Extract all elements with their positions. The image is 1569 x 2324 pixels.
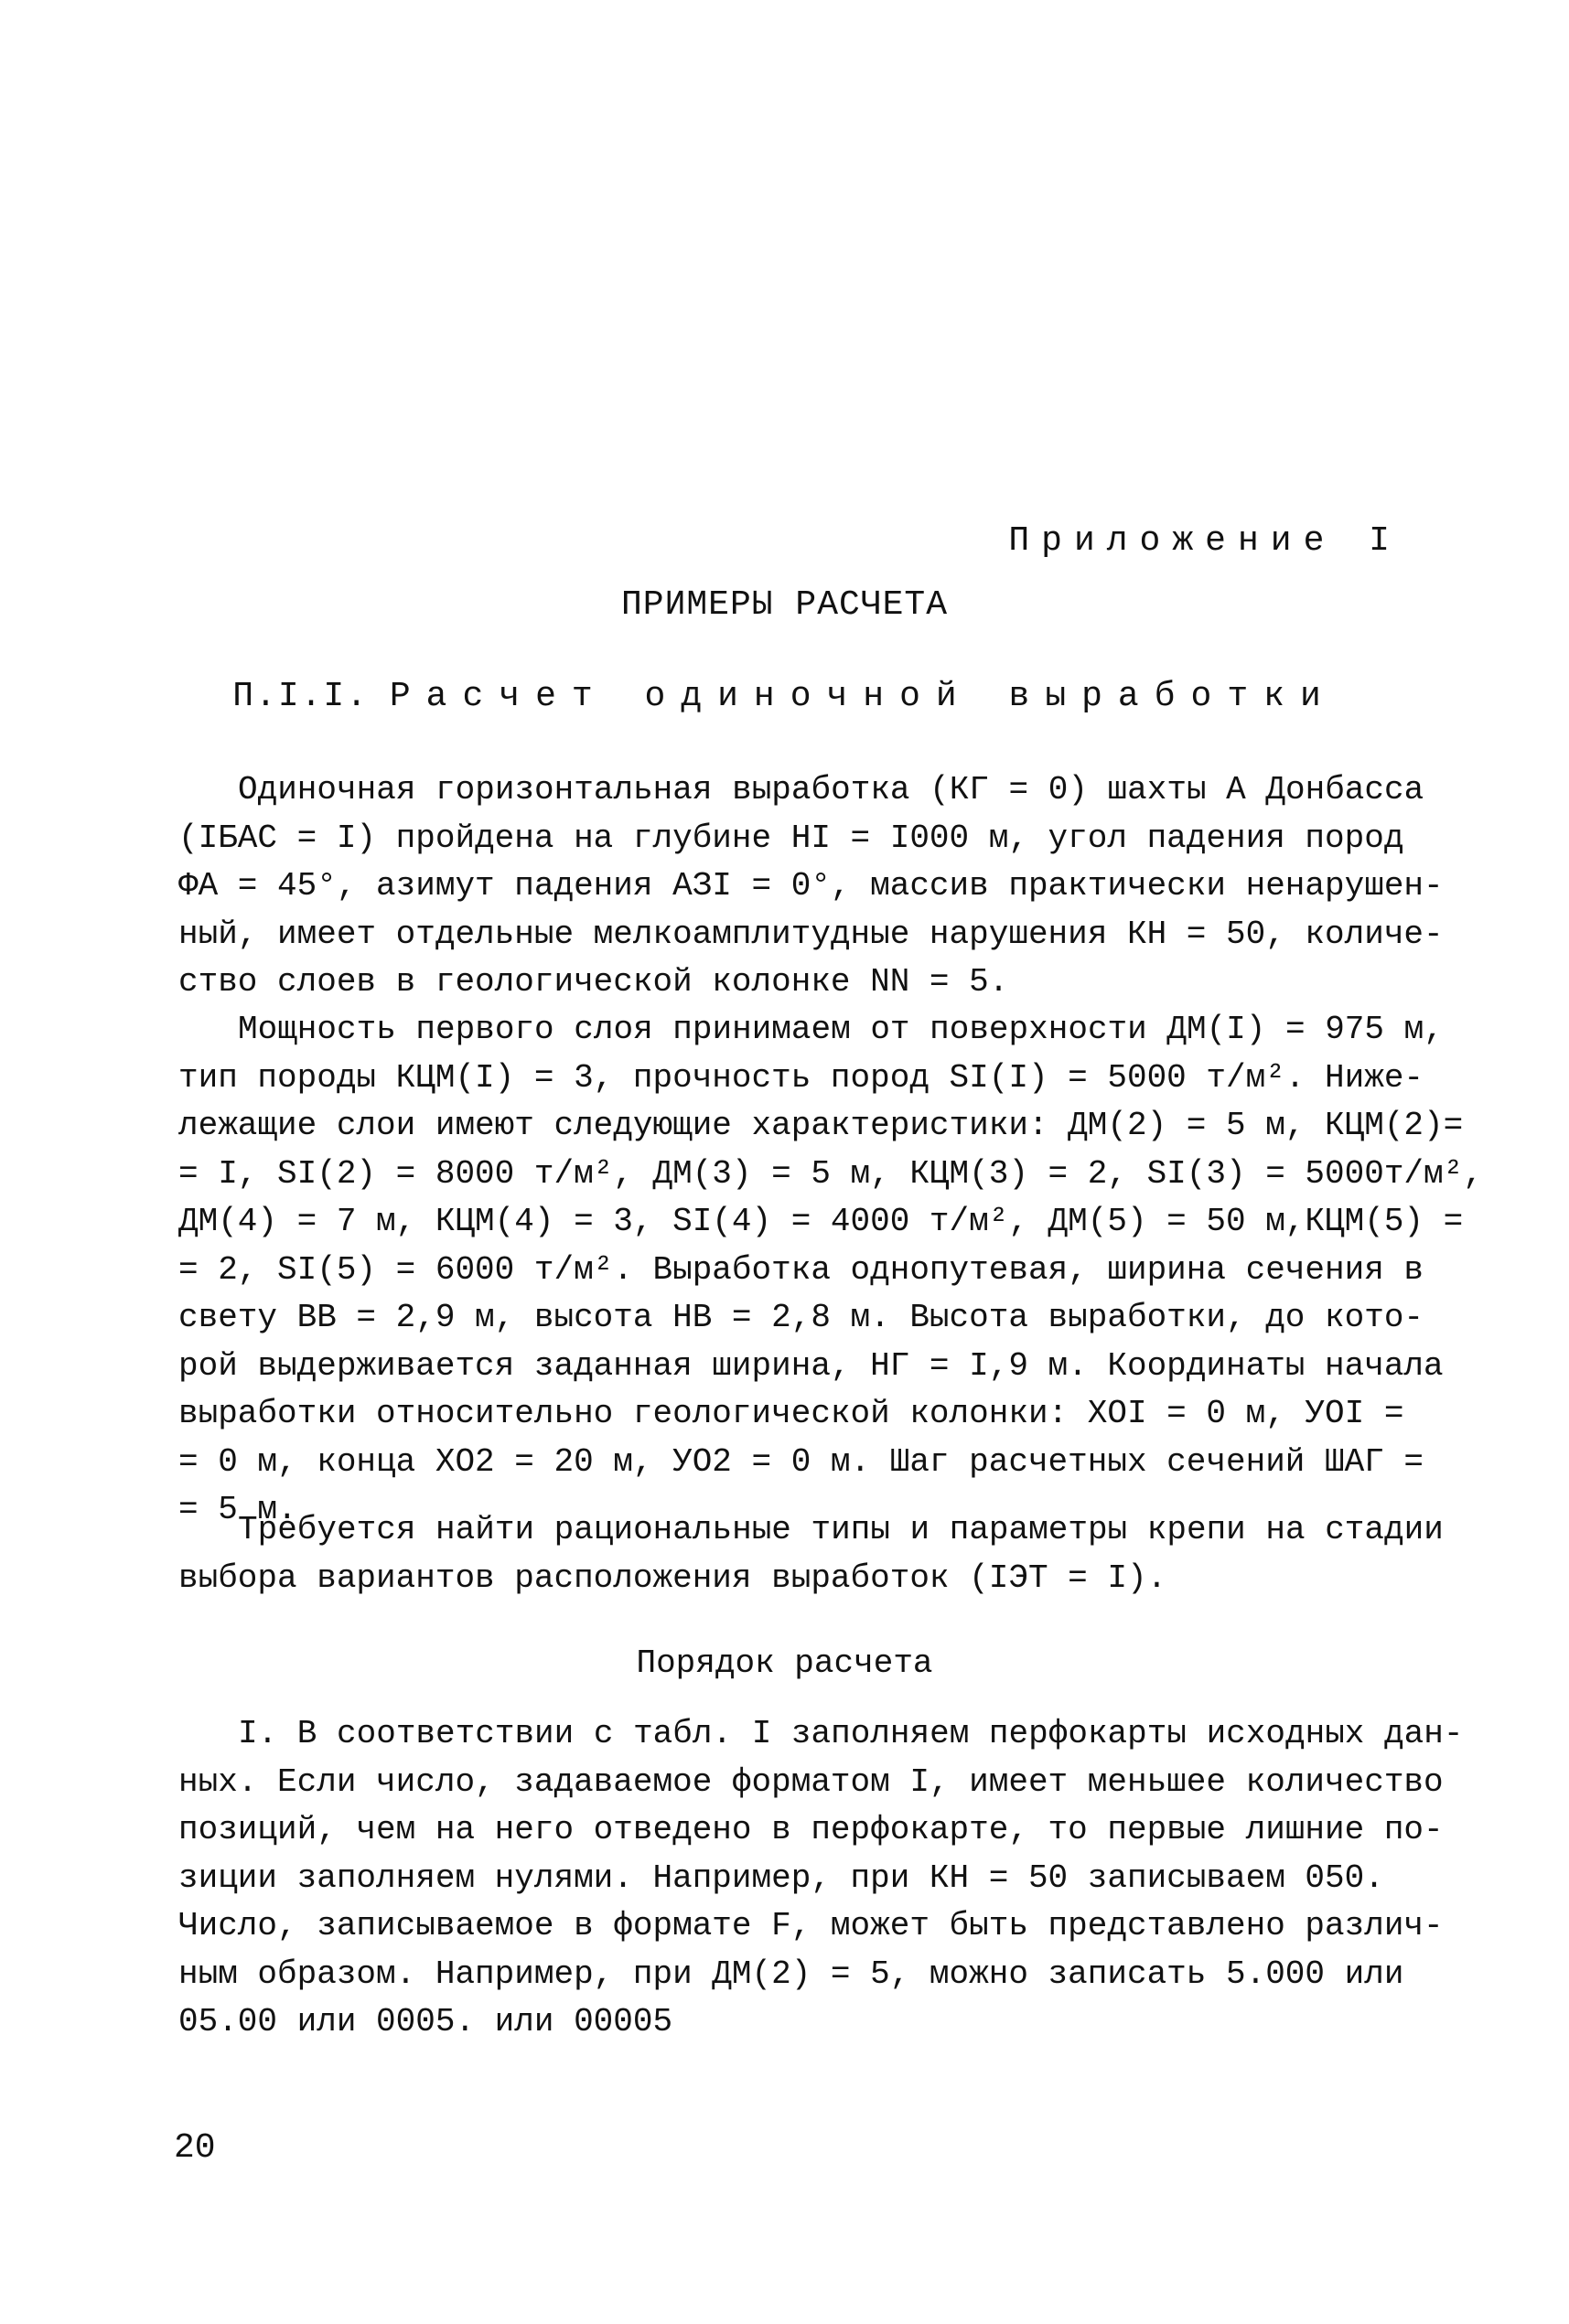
paragraph-procedure-step-1	[178, 1710, 1464, 2047]
paragraph-problem-statement	[178, 766, 1444, 1007]
text-line: тип породы КЦМ(I) = 3, прочность пород SI(I) = 5000 т/м². Ниже-	[178, 1058, 1424, 1097]
text-line: = 0 м, конца ХО2 = 20 м, УО2 = 0 м. Шаг расчетных сечений ШАГ =	[178, 1442, 1424, 1481]
text-line: = I, SI(2) = 8000 т/м², ДМ(3) = 5 м, КЦМ(3) = 2, SI(3) = 5000т/м²,	[178, 1154, 1483, 1193]
text-line: = 2, SI(5) = 6000 т/м². Выработка однопутевая, ширина сечения в	[178, 1250, 1424, 1289]
text-line: зиции заполняем нулями. Например, при КН = 50 записываем 050.	[178, 1858, 1384, 1897]
page-number: 20	[174, 2128, 216, 2168]
text-line: ный, имеет отдельные мелкоамплитудные нарушения КН = 50, количе-	[178, 915, 1444, 953]
text-line: = 5 м.	[178, 1491, 297, 1528]
text-line: рой выдерживается заданная ширина, НГ = I,9 м. Координаты начала	[178, 1346, 1444, 1385]
text-line: Требуется найти рациональные типы и параметры крепи на стадии	[238, 1511, 1444, 1548]
text-line: ДМ(4) = 7 м, КЦМ(4) = 3, SI(4) = 4000 т/м², ДМ(5) = 50 м,КЦМ(5) =	[178, 1203, 1464, 1240]
text-line: выбора вариантов расположения выработок (IЭТ = I).	[178, 1558, 1167, 1597]
text-line: ных. Если число, задаваемое форматом I, имеет меньшее количество	[178, 1762, 1444, 1801]
text-line: ФА = 45°, азимут падения АЗI = 0°, массив практически ненарушен-	[178, 867, 1444, 905]
section-title	[0, 677, 1569, 716]
text-line: Мощность первого слоя принимаем от поверхности ДМ(I) = 975 м,	[238, 1011, 1444, 1048]
text-line: Число, записываемое в формате F, может быть представлено различ-	[178, 1907, 1444, 1944]
appendix-label: Приложение I	[1008, 521, 1402, 561]
section-title-text: Расчет одиночной выработки	[389, 677, 1337, 716]
text-line: позиций, чем на него отведено в перфокарте, то первые лишние по-	[178, 1811, 1444, 1848]
text-line: Одиночная горизонтальная выработка (КГ = 0) шахты А Донбасса	[238, 771, 1424, 809]
text-line: выработки относительно геологической колонки: ХОI = 0 м, УОI =	[178, 1395, 1404, 1432]
text-line: I. В соответствии с табл. I заполняем перфокарты исходных дан-	[238, 1715, 1464, 1752]
page-heading: ПРИМЕРЫ РАСЧЕТА	[620, 585, 949, 625]
paragraph-layer-data	[178, 1006, 1483, 1535]
text-line: лежащие слои имеют следующие характеристики: ДМ(2) = 5 м, КЦМ(2)=	[178, 1107, 1464, 1144]
text-line: ство слоев в геологической колонке NN = 5.	[178, 963, 1009, 1001]
text-line: 05.00 или 0005. или 00005	[178, 2003, 673, 2040]
procedure-subheading: Порядок расчета	[636, 1644, 933, 1682]
text-line: ным образом. Например, при ДМ(2) = 5, можно записать 5.000 или	[178, 1955, 1404, 1993]
text-line: (IБАС = I) пройдена на глубине HI = I000 м, угол падения пород	[178, 819, 1404, 857]
section-number: П.I.I.	[232, 677, 370, 716]
paragraph-requirement	[178, 1506, 1444, 1602]
text-line: свету ВВ = 2,9 м, высота НВ = 2,8 м. Высота выработки, до кото-	[178, 1299, 1424, 1336]
